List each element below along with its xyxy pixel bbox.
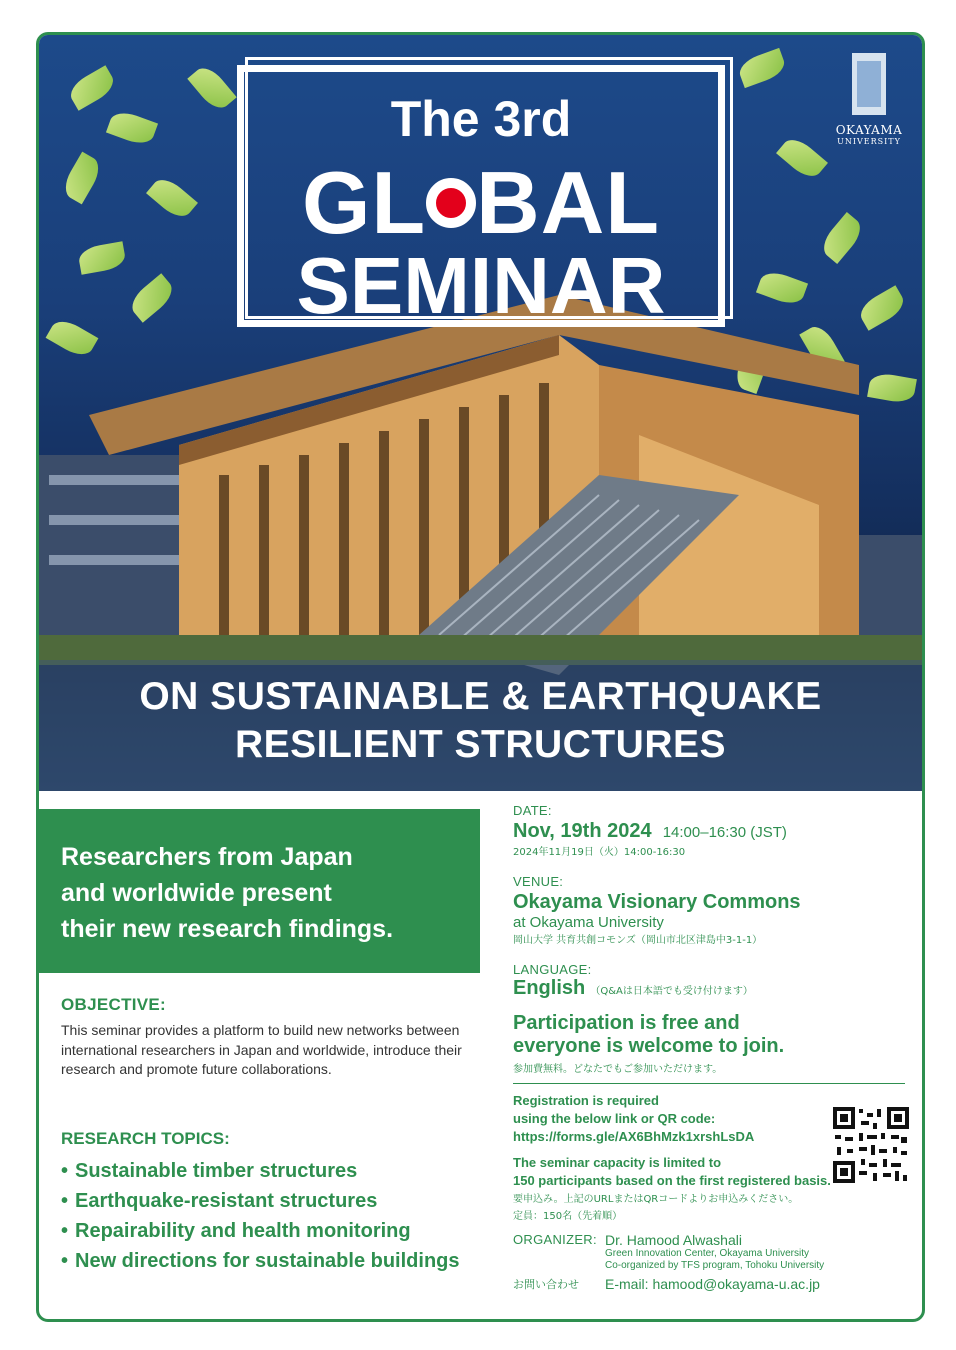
registration-link[interactable]: https://forms.gle/AX6BhMzk1xrshLsDA bbox=[513, 1129, 755, 1144]
title-frame bbox=[237, 65, 725, 330]
title-seminar: SEMINAR bbox=[296, 241, 666, 330]
logo-name: OKAYAMA bbox=[835, 123, 903, 137]
participation-block bbox=[513, 1012, 913, 1075]
title-global-a: GL bbox=[301, 153, 427, 252]
organizer-details bbox=[605, 1232, 824, 1272]
lead-line-3: their new research findings. bbox=[61, 915, 394, 943]
participation-line-1: Participation is free and bbox=[513, 1012, 740, 1034]
venue-sub: at Okayama University bbox=[513, 914, 664, 931]
poster-frame bbox=[36, 32, 925, 1322]
hero-image bbox=[39, 35, 922, 791]
topics-list bbox=[61, 1159, 491, 1279]
japan-flag-circle-icon bbox=[426, 178, 476, 228]
contact-email[interactable]: E-mail: hamood@okayama-u.ac.jp bbox=[605, 1276, 820, 1292]
divider bbox=[513, 1083, 905, 1084]
qr-code-icon[interactable] bbox=[833, 1107, 909, 1183]
capacity-line-2: 150 participants based on the first registered basis. bbox=[513, 1173, 831, 1188]
venue-name: Okayama Visionary Commons bbox=[513, 891, 801, 913]
language-label: LANGUAGE: bbox=[513, 962, 592, 977]
subtitle-line-2: RESILIENT STRUCTURES bbox=[234, 723, 727, 766]
list-item: • New directions for sustainable buildings bbox=[61, 1249, 491, 1273]
date-value: Nov, 19th 2024 bbox=[513, 820, 652, 842]
date-jp: 2024年11月19日（火）14:00-16:30 bbox=[513, 847, 686, 858]
lead-line-2: and worldwide present bbox=[61, 879, 332, 907]
organizer-affiliation: Green Innovation Center, Okayama University bbox=[605, 1248, 809, 1259]
registration-line-1: Registration is required bbox=[513, 1093, 659, 1108]
venue-label: VENUE: bbox=[513, 874, 564, 889]
registration-jp-1: 要申込み。上記のURLまたはQRコードよりお申込みください。 bbox=[513, 1194, 799, 1205]
venue-jp: 岡山大学 共育共創コモンズ（岡山市北区津島中3-1-1） bbox=[513, 935, 763, 946]
co-organizer: Co-organized by TFS program, Tohoku University bbox=[605, 1260, 825, 1271]
organizer-block bbox=[513, 1232, 913, 1272]
registration-jp-2: 定員：150名（先着順） bbox=[513, 1211, 623, 1222]
language-note: （Q&Aは日本語でも受け付けます） bbox=[590, 986, 753, 997]
lead-box bbox=[39, 809, 480, 973]
date-row bbox=[513, 820, 913, 843]
university-mark-icon bbox=[852, 53, 886, 115]
title-edition: The 3rd bbox=[390, 91, 572, 147]
organizer-label: ORGANIZER: bbox=[513, 1232, 597, 1247]
lead-line-1: Researchers from Japan bbox=[61, 843, 353, 871]
list-item: • Earthquake-resistant structures bbox=[61, 1189, 491, 1213]
organizer-name: Dr. Hamood Alwashali bbox=[605, 1232, 742, 1248]
contact-row bbox=[513, 1276, 913, 1292]
objective-heading: OBJECTIVE: bbox=[61, 995, 167, 1014]
contact-label: お問い合わせ bbox=[513, 1278, 579, 1291]
logo-sub: UNIVERSITY bbox=[837, 137, 901, 146]
language-value: English bbox=[513, 977, 586, 999]
registration-line-2: using the below link or QR code: bbox=[513, 1111, 716, 1126]
subtitle-line-1: ON SUSTAINABLE & EARTHQUAKE bbox=[139, 675, 822, 718]
objective-text: This seminar provides a platform to build new networks between international researchers in Japan and worldwide, introduce their research and promote future collaborations. bbox=[61, 1022, 462, 1077]
language-row bbox=[513, 977, 913, 1000]
date-label: DATE: bbox=[513, 803, 552, 818]
participation-jp: 参加費無料。どなたでもご参加いただけます。 bbox=[513, 1064, 723, 1075]
title-global bbox=[244, 152, 718, 254]
date-time: 14:00–16:30 (JST) bbox=[662, 824, 787, 841]
participation-line-2: everyone is welcome to join. bbox=[513, 1035, 785, 1057]
details-column bbox=[513, 803, 913, 1292]
okayama-university-logo bbox=[834, 53, 904, 146]
topics-heading: RESEARCH TOPICS: bbox=[61, 1129, 230, 1148]
list-item: • Repairability and health monitoring bbox=[61, 1219, 491, 1243]
capacity-line-1: The seminar capacity is limited to bbox=[513, 1155, 722, 1170]
list-item: • Sustainable timber structures bbox=[61, 1159, 491, 1183]
title-global-b: BAL bbox=[476, 153, 661, 252]
